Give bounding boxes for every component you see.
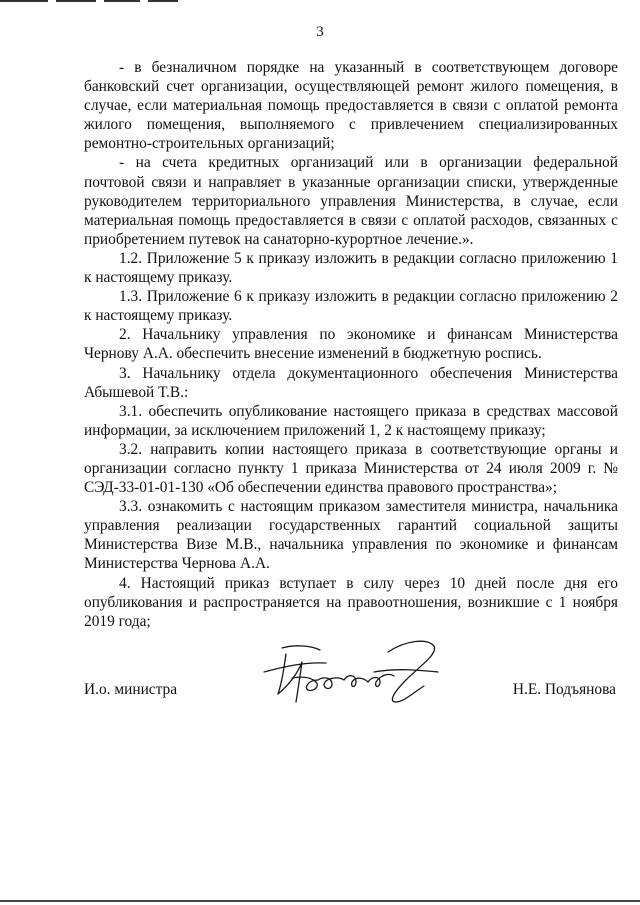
page-number: 3 xyxy=(316,24,324,40)
paragraph-credit-org: - на счета кредитных организаций или в организации федеральной почтовой связи и направляет в указанные организации списки, утвержденные руководителем территориального управления Министерства, в случае, если материальная помощь предоставляется в связи с оплатой расходов, связанных с приобретением путевок на санаторно-курортное лечение.». xyxy=(84,154,618,248)
paragraph-1-2: 1.2. Приложение 5 к приказу изложить в редакции согласно приложению 1 к настоящему приказу. xyxy=(84,249,618,287)
paragraph-3-1: 3.1. обеспечить опубликование настоящего приказа в средствах массовой информации, за исключением приложений 1, 2 к настоящему приказу; xyxy=(84,402,618,439)
paragraph-4: 4. Настоящий приказ вступает в силу через 10 дней после дня его опубликования и распространяется на правоотношения, возникшие с 1 ноября 2019 года; xyxy=(84,574,618,630)
document-body xyxy=(84,58,618,631)
bottom-scan-edge xyxy=(0,900,640,902)
paragraph-1-3: 1.3. Приложение 6 к приказу изложить в редакции согласно приложению 2 к настоящему приказу. xyxy=(84,288,618,325)
paragraph-2: 2. Начальнику управления по экономике и финансам Министерства Чернову А.А. обеспечить внесение изменений в бюджетную роспись. xyxy=(84,326,618,363)
paragraph-bank-transfer: - в безналичном порядке на указанный в соответствующем договоре банковский счет организации, осуществляющей ремонт жилого помещения, в случае, если материальная помощь предоставляется в связи с оплатой ремонта жилого помещения, выполняемого с привлечением специализированных ремонтно-строительных организаций; xyxy=(84,59,618,153)
paragraph-3-2: 3.2. направить копии настоящего приказа в соответствующие органы и организации согласно пункту 1 приказа Министерства от 24 июля 2009 г. № СЭД-33-01-01-130 «Об обеспечении единства правового пространства»; xyxy=(84,440,618,497)
paragraph-3-3: 3.3. ознакомить с настоящим приказом заместителя министра, начальника управления реализации государственных гарантий социальной защиты Министерства Визе М.В., начальника управления по экономике и финансам Министерства Чернова А.А. xyxy=(84,498,618,573)
top-scan-edge xyxy=(0,0,180,3)
paragraph-3: 3. Начальнику отдела документационного обеспечения Министерства Абышевой Т.В.: xyxy=(84,364,618,401)
signer-position: И.о. министра xyxy=(84,681,178,698)
signer-name: Н.Е. Подъянова xyxy=(512,681,616,698)
handwritten-signature xyxy=(256,632,446,712)
